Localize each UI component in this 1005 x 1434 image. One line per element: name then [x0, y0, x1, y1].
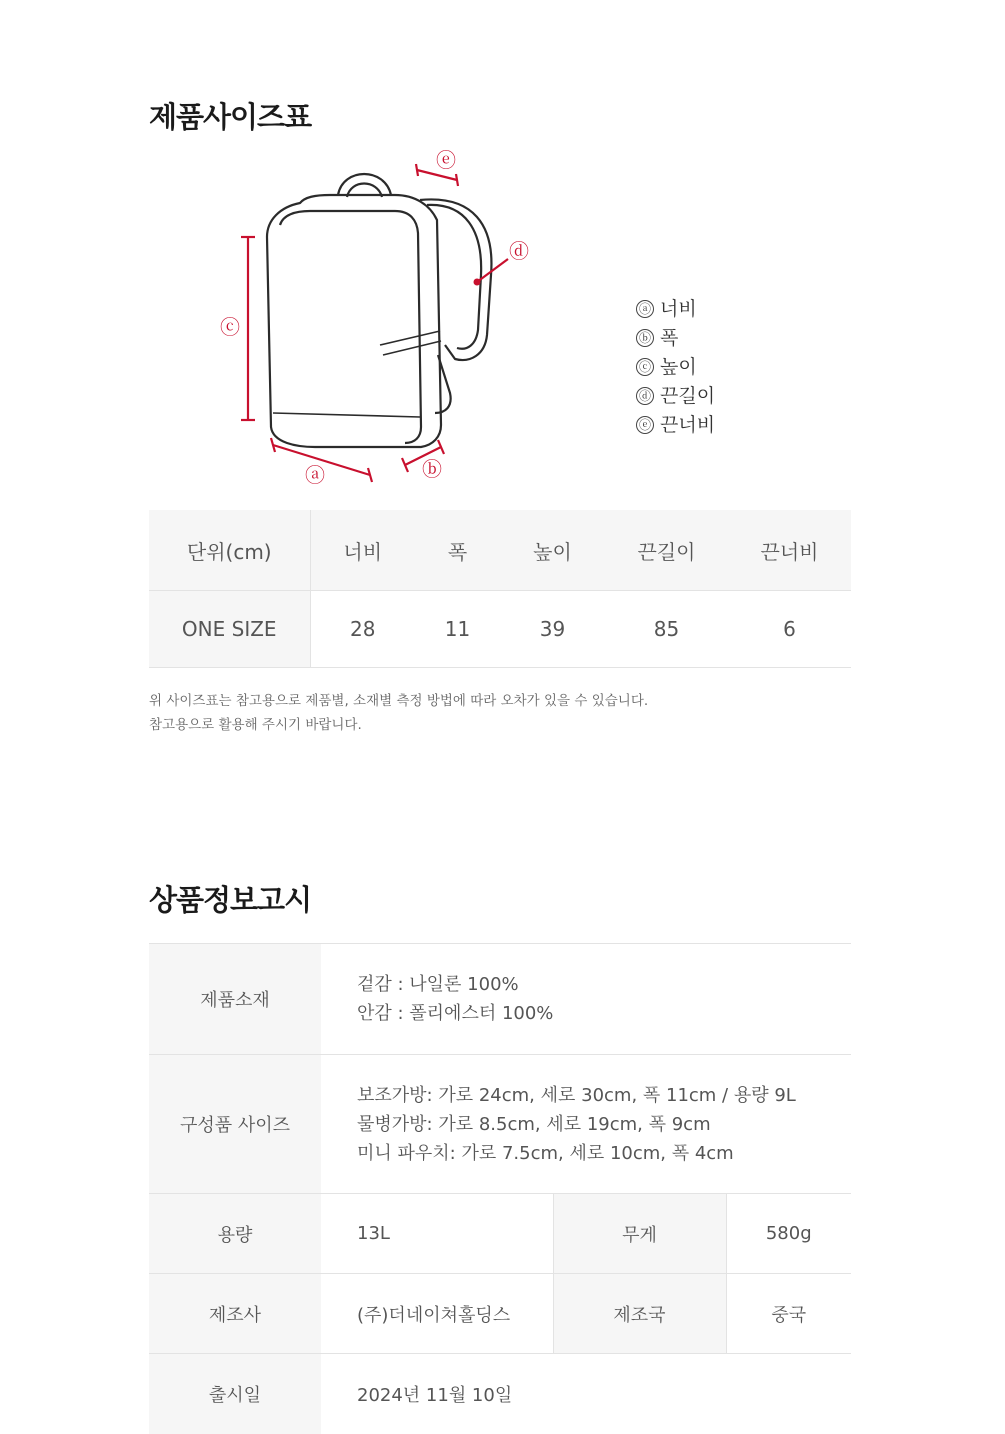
table-row	[149, 1274, 851, 1354]
legend-item	[636, 353, 715, 382]
size-table-header: 폭	[415, 510, 500, 591]
capacity-value: 13L	[321, 1194, 553, 1274]
diagram-marks	[220, 148, 529, 487]
legend-mark: ⓑ	[636, 329, 654, 347]
legend-item	[636, 295, 715, 324]
weight-label: 무게	[553, 1194, 726, 1274]
note-line: 참고용으로 활용해 주시기 바랍니다.	[149, 717, 362, 733]
legend-mark: ⓔ	[636, 416, 654, 434]
material-line: 겉감 : 나일론 100%	[357, 974, 519, 995]
table-row	[149, 1194, 851, 1274]
note-line: 위 사이즈표는 참고용으로 제품별, 소재별 측정 방법에 따라 오차가 있을 수 있습니다.	[149, 693, 649, 709]
release-label: 출시일	[149, 1354, 321, 1434]
size-value-cell: 28	[310, 591, 415, 668]
size-table-header: 끈길이	[605, 510, 728, 591]
weight-value: 580g	[726, 1194, 851, 1274]
size-table-header-row	[149, 510, 851, 591]
size-value-cell: 6	[728, 591, 851, 668]
legend-mark: ⓓ	[636, 387, 654, 405]
mark-height: ⓒ	[220, 315, 240, 339]
legend-label: 끈너비	[660, 414, 716, 436]
size-value-cell: 85	[605, 591, 728, 668]
component-line: 미니 파우치: 가로 7.5cm, 세로 10cm, 폭 4cm	[357, 1142, 734, 1164]
material-line: 안감 : 폴리에스터 100%	[357, 1003, 554, 1024]
legend-mark: ⓒ	[636, 358, 654, 376]
size-table-header: 높이	[500, 510, 605, 591]
diagram-legend	[636, 295, 715, 440]
table-row	[149, 944, 851, 1055]
capacity-label: 용량	[149, 1194, 321, 1274]
mark-strap-length: ⓓ	[509, 239, 529, 263]
legend-item	[636, 411, 715, 440]
legend-label: 높이	[660, 356, 697, 378]
table-row	[149, 1354, 851, 1434]
release-value: 2024년 11월 10일	[357, 1384, 513, 1406]
maker-label: 제조사	[149, 1274, 321, 1354]
legend-label: 너비	[660, 298, 697, 320]
size-table-header: 단위(cm)	[149, 510, 310, 591]
material-label: 제품소재	[149, 944, 321, 1055]
product-info-table	[149, 943, 851, 1434]
product-info-title: 상품정보고시	[149, 883, 312, 917]
components-value	[321, 1055, 851, 1194]
component-line: 물병가방: 가로 8.5cm, 세로 19cm, 폭 9cm	[357, 1113, 711, 1135]
backpack-diagram	[205, 145, 545, 490]
size-value-cell: 11	[415, 591, 500, 668]
size-table	[149, 510, 851, 668]
component-line: 보조가방: 가로 24cm, 세로 30cm, 폭 11cm / 용량 9L	[357, 1084, 796, 1106]
size-value-cell: 39	[500, 591, 605, 668]
strap-length-dot	[474, 279, 481, 286]
legend-label: 끈길이	[660, 385, 716, 407]
mark-width: ⓐ	[305, 463, 325, 487]
size-table-header: 끈너비	[728, 510, 851, 591]
legend-mark: ⓐ	[636, 300, 654, 318]
country-label: 제조국	[553, 1274, 726, 1354]
mark-depth: ⓑ	[422, 457, 442, 481]
mark-strap-width: ⓔ	[436, 148, 456, 172]
table-row	[149, 591, 851, 668]
backpack-illustration	[267, 174, 491, 447]
size-chart-title: 제품사이즈표	[149, 100, 312, 134]
material-value	[321, 944, 851, 1055]
legend-item	[636, 324, 715, 353]
country-value: 중국	[726, 1274, 851, 1354]
size-label-cell: ONE SIZE	[149, 591, 310, 668]
components-label: 구성품 사이즈	[149, 1055, 321, 1194]
legend-label: 폭	[660, 327, 679, 349]
maker-value: (주)더네이쳐홀딩스	[321, 1274, 553, 1354]
size-note	[149, 689, 648, 737]
legend-item	[636, 382, 715, 411]
table-row	[149, 1055, 851, 1194]
size-table-header: 너비	[310, 510, 415, 591]
